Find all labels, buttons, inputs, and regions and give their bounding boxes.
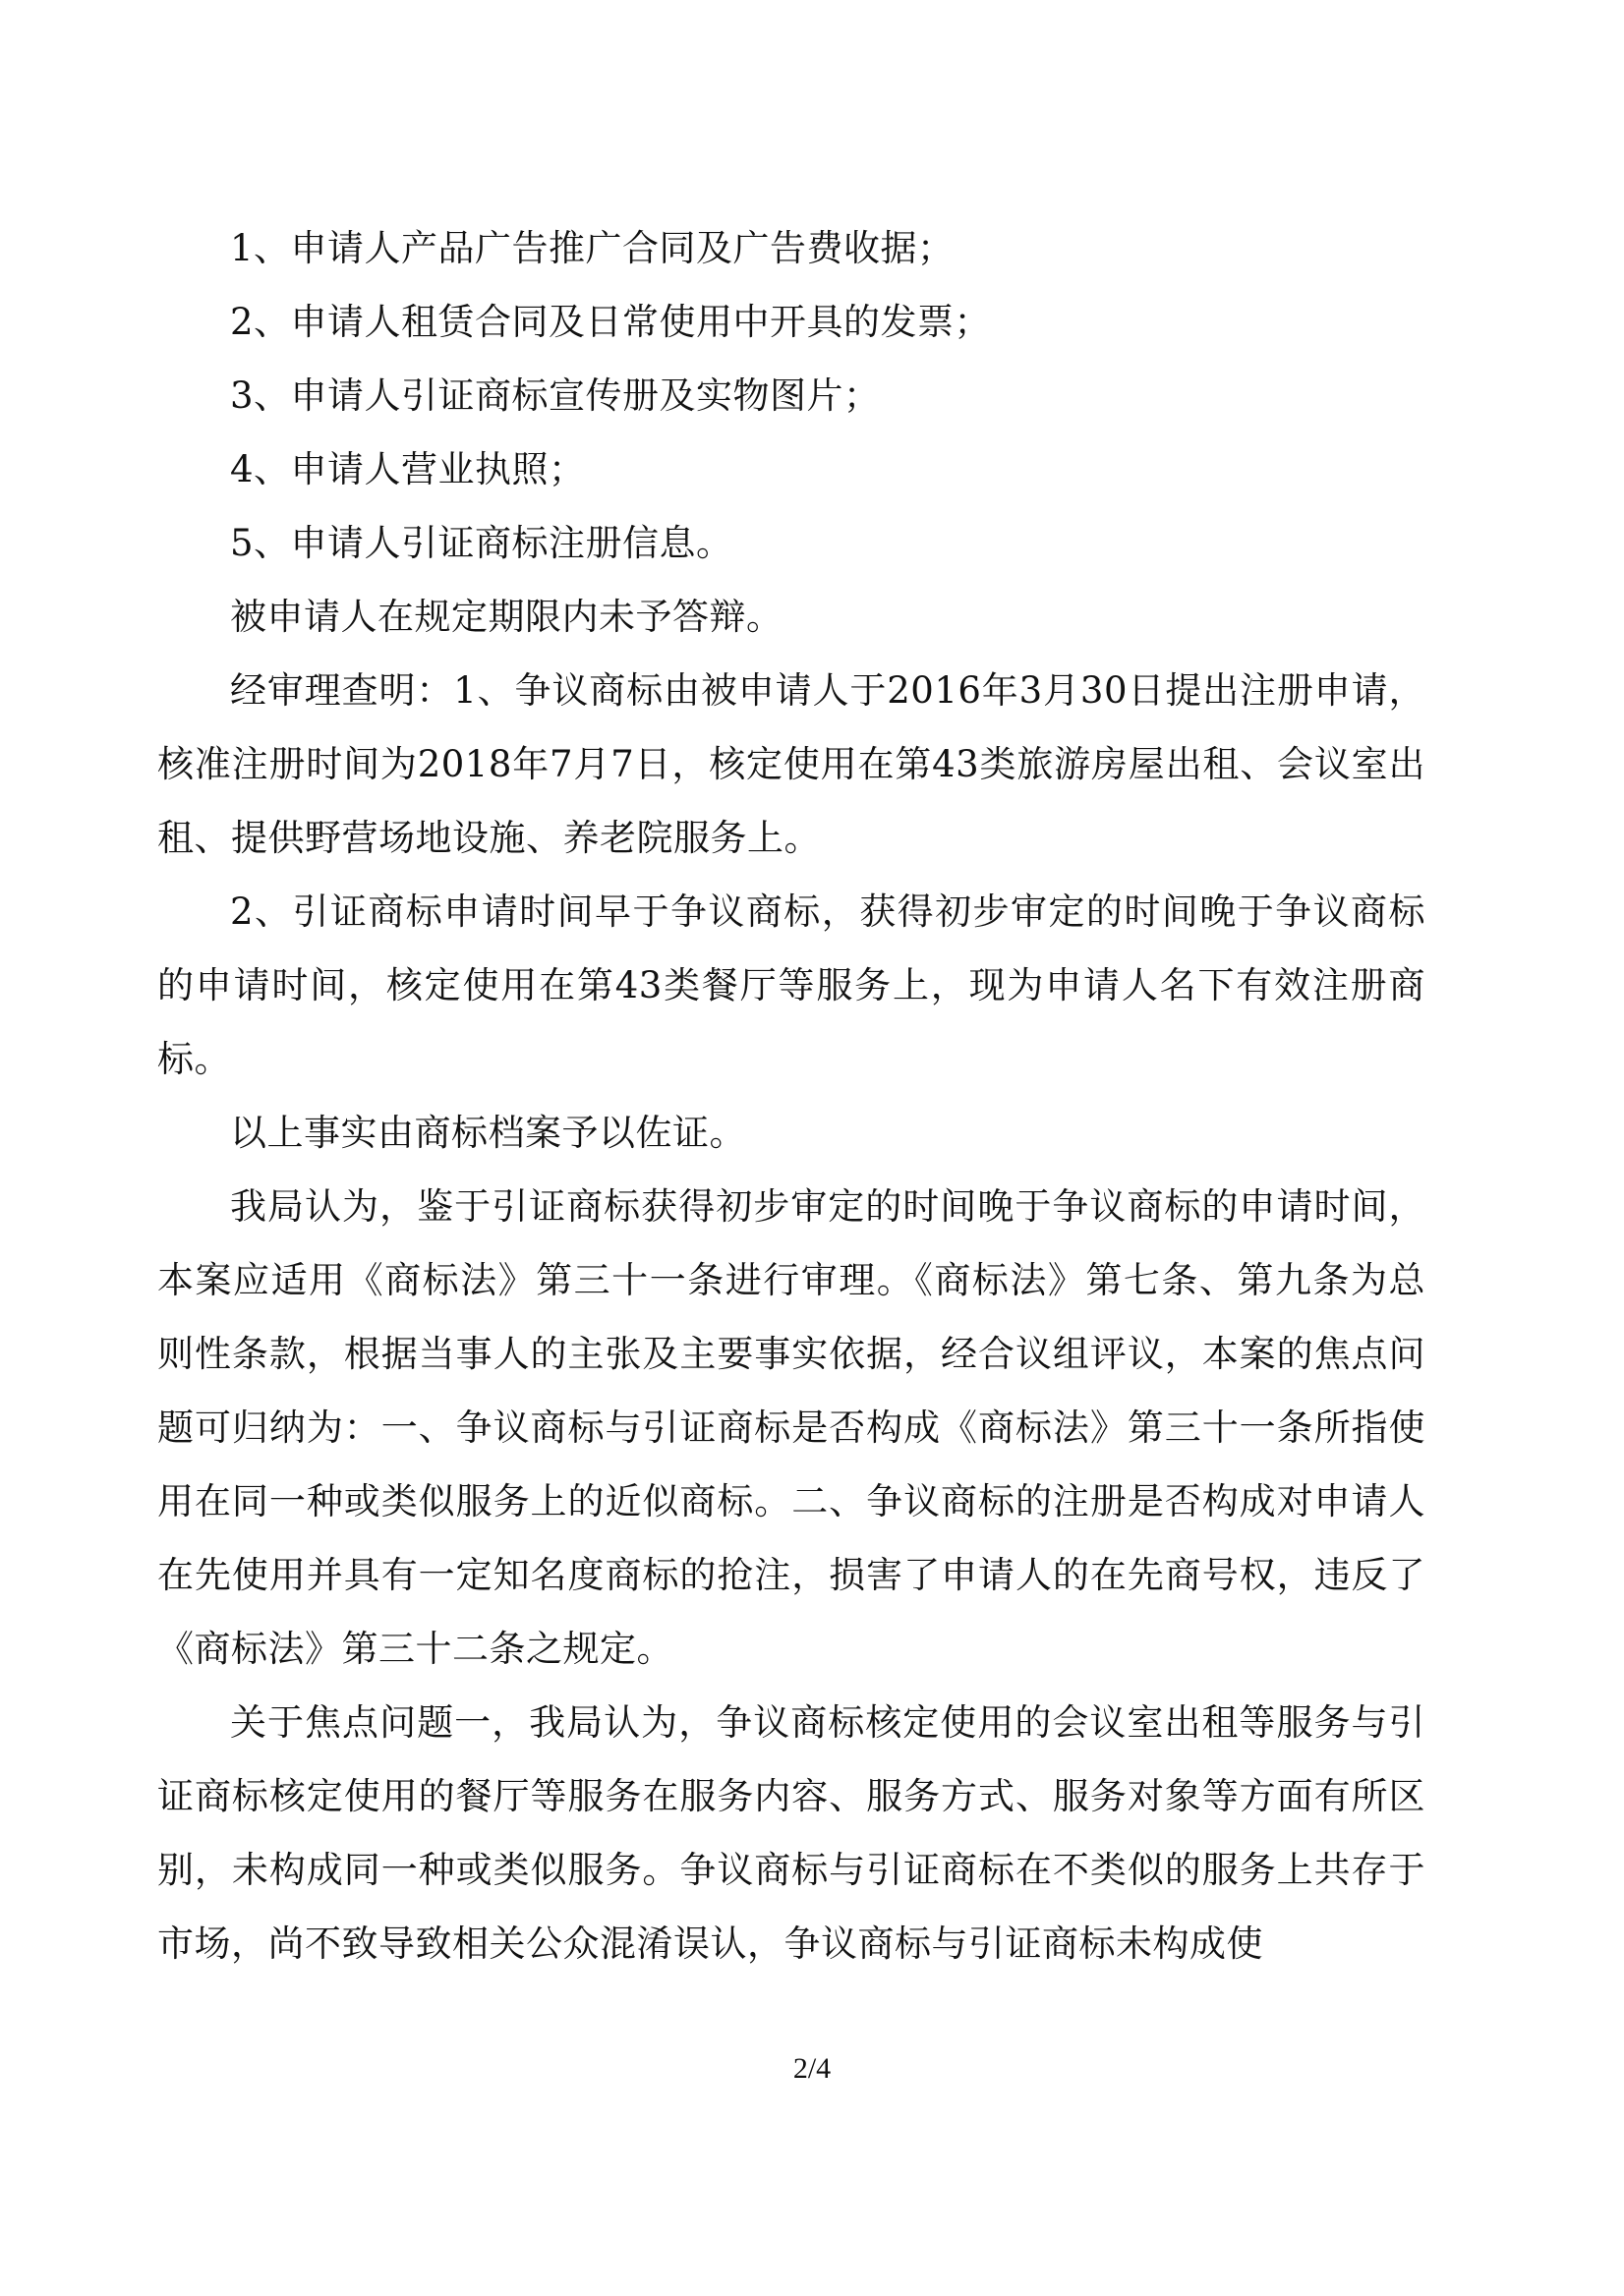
paragraph-evidence-2: 2、申请人租赁合同及日常使用中开具的发票；: [230, 301, 992, 343]
page-number: 2/4: [792, 2052, 832, 2085]
paragraph-evidence-1: 1、申请人产品广告推广合同及广告费收据；: [230, 227, 955, 269]
paragraph-evidence-4: 4、申请人营业执照；: [230, 448, 586, 490]
paragraph-issue-one: 关于焦点问题一，我局认为，争议商标核定使用的会议室出租等服务与引证商标核定使用的餐厅等服务在服务内容、服务方式、服务对象等方面有所区别，未构成同一种或类似服务。争议商标与引证商标在不类似的服务上共存于市场，尚不致导致相关公众混淆误认，争议商标与引证商标未构成使: [157, 1701, 1425, 1965]
document-body: [157, 211, 1425, 1980]
paragraph-no-defense: 被申请人在规定期限内未予答辩。: [230, 596, 783, 638]
paragraph-findings-2: 2、引证商标申请时间早于争议商标，获得初步审定的时间晚于争议商标的申请时间，核定使用在第43类餐厅等服务上，现为申请人名下有效注册商标。: [157, 890, 1425, 1080]
paragraph-evidence-3: 3、申请人引证商标宣传册及实物图片；: [230, 374, 881, 417]
paragraph-evidence-5: 5、申请人引证商标注册信息。: [230, 522, 733, 564]
paragraph-evidence-note: 以上事实由商标档案予以佐证。: [230, 1112, 746, 1154]
paragraph-findings-1: 经审理查明：1、争议商标由被申请人于2016年3月30日提出注册申请，核准注册时间为2018年7月7日，核定使用在第43类旅游房屋出租、会议室出租、提供野营场地设施、养老院服务上。: [157, 669, 1425, 859]
paragraph-opinion: 我局认为，鉴于引证商标获得初步审定的时间晚于争议商标的申请时间，本案应适用《商标法》第三十一条进行审理。《商标法》第七条、第九条为总则性条款，根据当事人的主张及主要事实依据，经合议组评议，本案的焦点问题可归纳为：一、争议商标与引证商标是否构成《商标法》第三十一条所指使用在同一种或类似服务上的近似商标。二、争议商标的注册是否构成对申请人在先使用并具有一定知名度商标的抢注，损害了申请人的在先商号权，违反了《商标法》第三十二条之规定。: [157, 1185, 1425, 1670]
